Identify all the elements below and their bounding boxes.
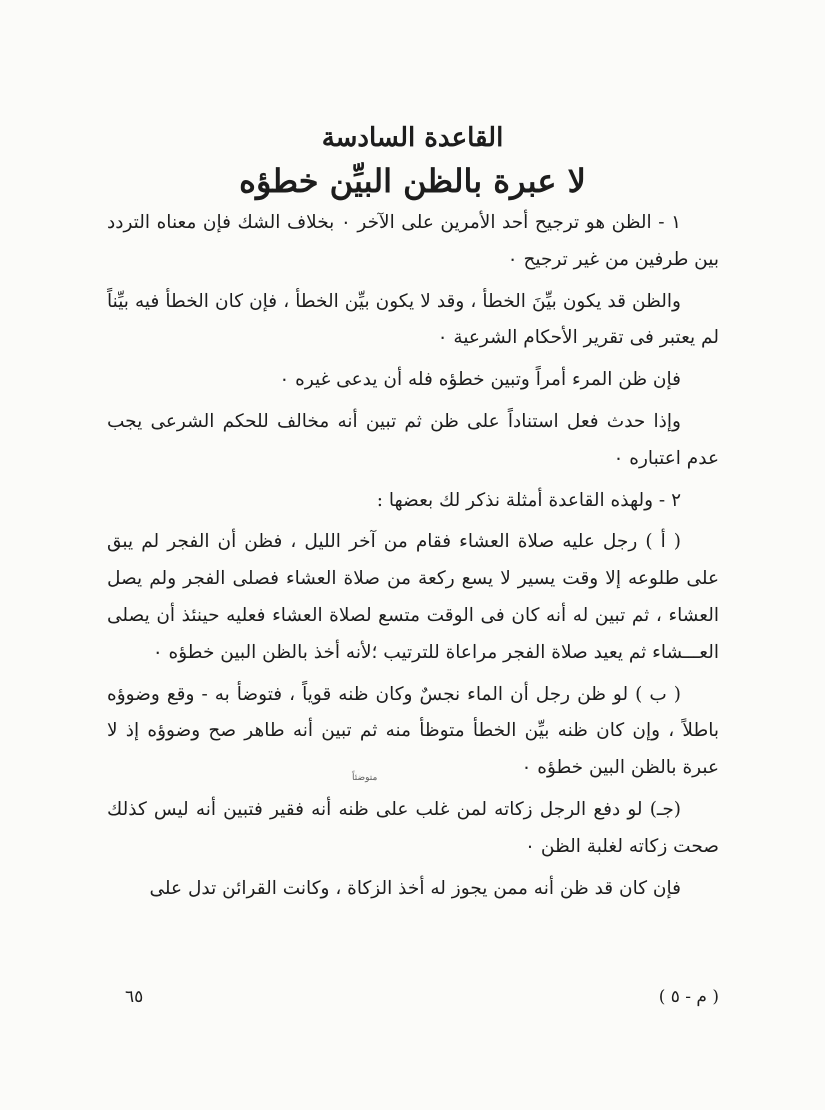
- paragraph-1: ١ - الظن هو ترجيح أحد الأمرين على الآخر ٠ بخلاف الشك فإن معناه التردد بين طرفين من غير ترجيح ٠: [107, 212, 719, 270]
- page-title: القاعدة السادسة: [321, 123, 504, 153]
- paragraph-8: (جـ) لو دفع الرجل زكاته لمن غلب على ظنه أنه فقير فتبين أنه ليس كذلك صحت زكاته لغلبة الظن ٠: [107, 798, 719, 857]
- paragraph-3: فإن ظن المرء أمراً وتبين خطؤه فله أن يدعى غيره ٠: [279, 369, 681, 391]
- heading-block: [0, 118, 825, 204]
- paragraph-5: ٢ - ولهذه القاعدة أمثلة نذكر لك بعضها :: [376, 489, 681, 511]
- body-text: [107, 205, 719, 907]
- paragraph-7: ( ب ) لو ظن رجل أن الماء نجسٌ وكان ظنه قوياً ، فتوضأ به - وقع وضوؤه باطلاً ، وإن كان ظنه بيِّن الخطأ متوظأ منه ثم تبين أنه طاهر صح وضوؤه إذ لا عبرة بالظن البين خطؤه ٠: [107, 683, 719, 779]
- margin-note: متوضئاً: [352, 773, 378, 783]
- page-subtitle: لا عبرة بالظن البيِّن خطؤه: [239, 162, 586, 200]
- page-number: ٦٥: [125, 987, 144, 1007]
- paragraph-2: والظن قد يكون بيِّنَ الخطأ ، وقد لا يكون بيِّن الخطأ ، فإن كان الخطأ فيه بيِّناً لم يعتبر فى تقرير الأحكام الشرعية ٠: [107, 290, 719, 349]
- paragraph-4: وإذا حدث فعل استناداً على ظن ثم تبين أنه مخالف للحكم الشرعى يجب عدم اعتباره ٠: [107, 410, 719, 469]
- paragraph-9: فإن كان قد ظن أنه ممن يجوز له أخذ الزكاة ، وكانت القرائن تدل على: [149, 877, 681, 899]
- paragraph-6: ( أ ) رجل عليه صلاة العشاء فقام من آخر الليل ، فظن أن الفجر لم يبق على طلوعه إلا وقت يسير لا يسع ركعة من صلاة العشاء فصلى الفجر ولم يصل العشاء ، ثم تبين له أنه كان فى الوقت متسع لصلاة العشاء فعليه حينئذ أن يصلى العـــشاء ثم يعيد صلاة الفجر مراعاة للترتيب ؛لأنه أخذ بالظن البين خطؤه ٠: [107, 531, 719, 663]
- signature-mark: ( م - ٥ ): [658, 987, 719, 1007]
